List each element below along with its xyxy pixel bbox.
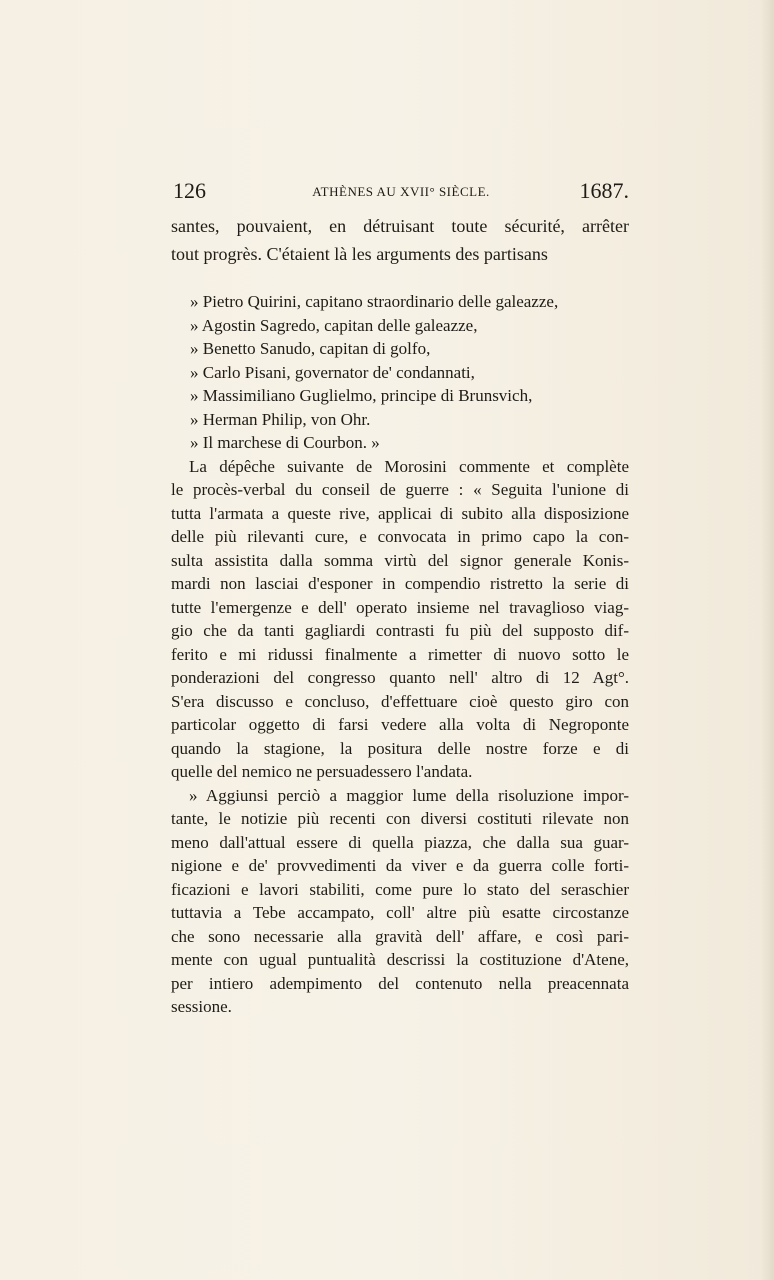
text-line: quando la stagione, la positura delle nostre forze e di xyxy=(171,738,629,758)
text-line: meno dall'attual essere di quella piazza, che dalla sua guar- xyxy=(171,832,629,852)
page-number: 126 xyxy=(173,178,206,203)
text-line: ponderazioni del congresso quanto nell' altro di 12 Agt°. xyxy=(171,668,629,687)
paragraph-aggiunsi xyxy=(171,784,629,1019)
text-line: santes, pouvaient, en détruisant toute sécurité, arrêter xyxy=(171,216,629,236)
text-line: sessione. xyxy=(171,997,232,1016)
text-line: quelle del nemico ne persuadessero l'andata. xyxy=(171,762,473,781)
text-line: tutta l'armata a queste rive, applicai di subito alla disposizione xyxy=(171,503,629,523)
page-header xyxy=(173,178,629,208)
text-line: » Aggiunsi perciò a maggior lume della risoluzione impor- xyxy=(189,785,629,805)
signatory-line: » Carlo Pisani, governator de' condannati, xyxy=(190,362,475,382)
page-edge-shadow xyxy=(760,0,774,1280)
header-year: 1687. xyxy=(579,178,629,203)
text-line: mardi non lasciai d'esponer in compendio ristretto la serie di xyxy=(171,574,629,593)
signatory-line: » Agostin Sagredo, capitan delle galeazze, xyxy=(190,315,478,335)
text-line: tout progrès. C'étaient là les arguments des partisans xyxy=(171,244,548,264)
text-line: mente con ugual puntualità descrissi la costituzione d'Atene, xyxy=(171,950,629,969)
text-line: sulta assistita dalla somma virtù del signor generale Konis- xyxy=(171,550,629,570)
text-line: ficazioni e lavori stabiliti, come pure lo stato del seraschier xyxy=(171,879,629,899)
text-line: nigione e de' provvedimenti da viver e da guerra colle forti- xyxy=(171,856,629,875)
text-line: particolar oggetto di farsi vedere alla volta di Negroponte xyxy=(171,715,629,734)
text-line: tante, le notizie più recenti con diversi costituti rilevate non xyxy=(171,809,629,828)
text-line: gio che da tanti gagliardi contrasti fu più del supposto dif- xyxy=(171,621,629,640)
text-line: La dépêche suivante de Morosini commente et complète xyxy=(189,456,629,476)
text-line: che sono necessarie alla gravità dell' affare, e così pari- xyxy=(171,926,629,946)
signatories-list xyxy=(171,290,629,455)
text-line: delle più rilevanti cure, e convocata in primo capo la con- xyxy=(171,527,629,546)
text-line: le procès-verbal du conseil de guerre : « Seguita l'unione di xyxy=(171,480,629,499)
running-title: ATHÈNES AU XVII° SIÈCLE. xyxy=(312,184,490,199)
section-gap xyxy=(171,268,629,290)
text-line: per intiero adempimento del contenuto nella preacennata xyxy=(171,973,629,993)
page-body xyxy=(171,212,629,1019)
signatory-line: » Massimiliano Guglielmo, principe di Brunsvich, xyxy=(190,386,533,405)
text-line: ferito e mi ridussi finalmente a rimetter di nuovo sotto le xyxy=(171,644,629,664)
text-line: tutte l'emergenze e dell' operato insieme nel travaglioso viag- xyxy=(171,597,629,617)
signatory-line: » Herman Philip, von Ohr. xyxy=(190,409,371,429)
signatory-line: » Benetto Sanudo, capitan di golfo, xyxy=(190,339,431,358)
paragraph-depeche xyxy=(171,455,629,784)
text-line: S'era discusso e concluso, d'effettuare cioè questo giro con xyxy=(171,691,629,711)
text-line: tuttavia a Tebe accampato, coll' altre più esatte circostanze xyxy=(171,903,629,922)
signatory-line: » Il marchese di Courbon. » xyxy=(190,433,380,452)
signatory-line: » Pietro Quirini, capitano straordinario delle galeazze, xyxy=(190,292,559,311)
